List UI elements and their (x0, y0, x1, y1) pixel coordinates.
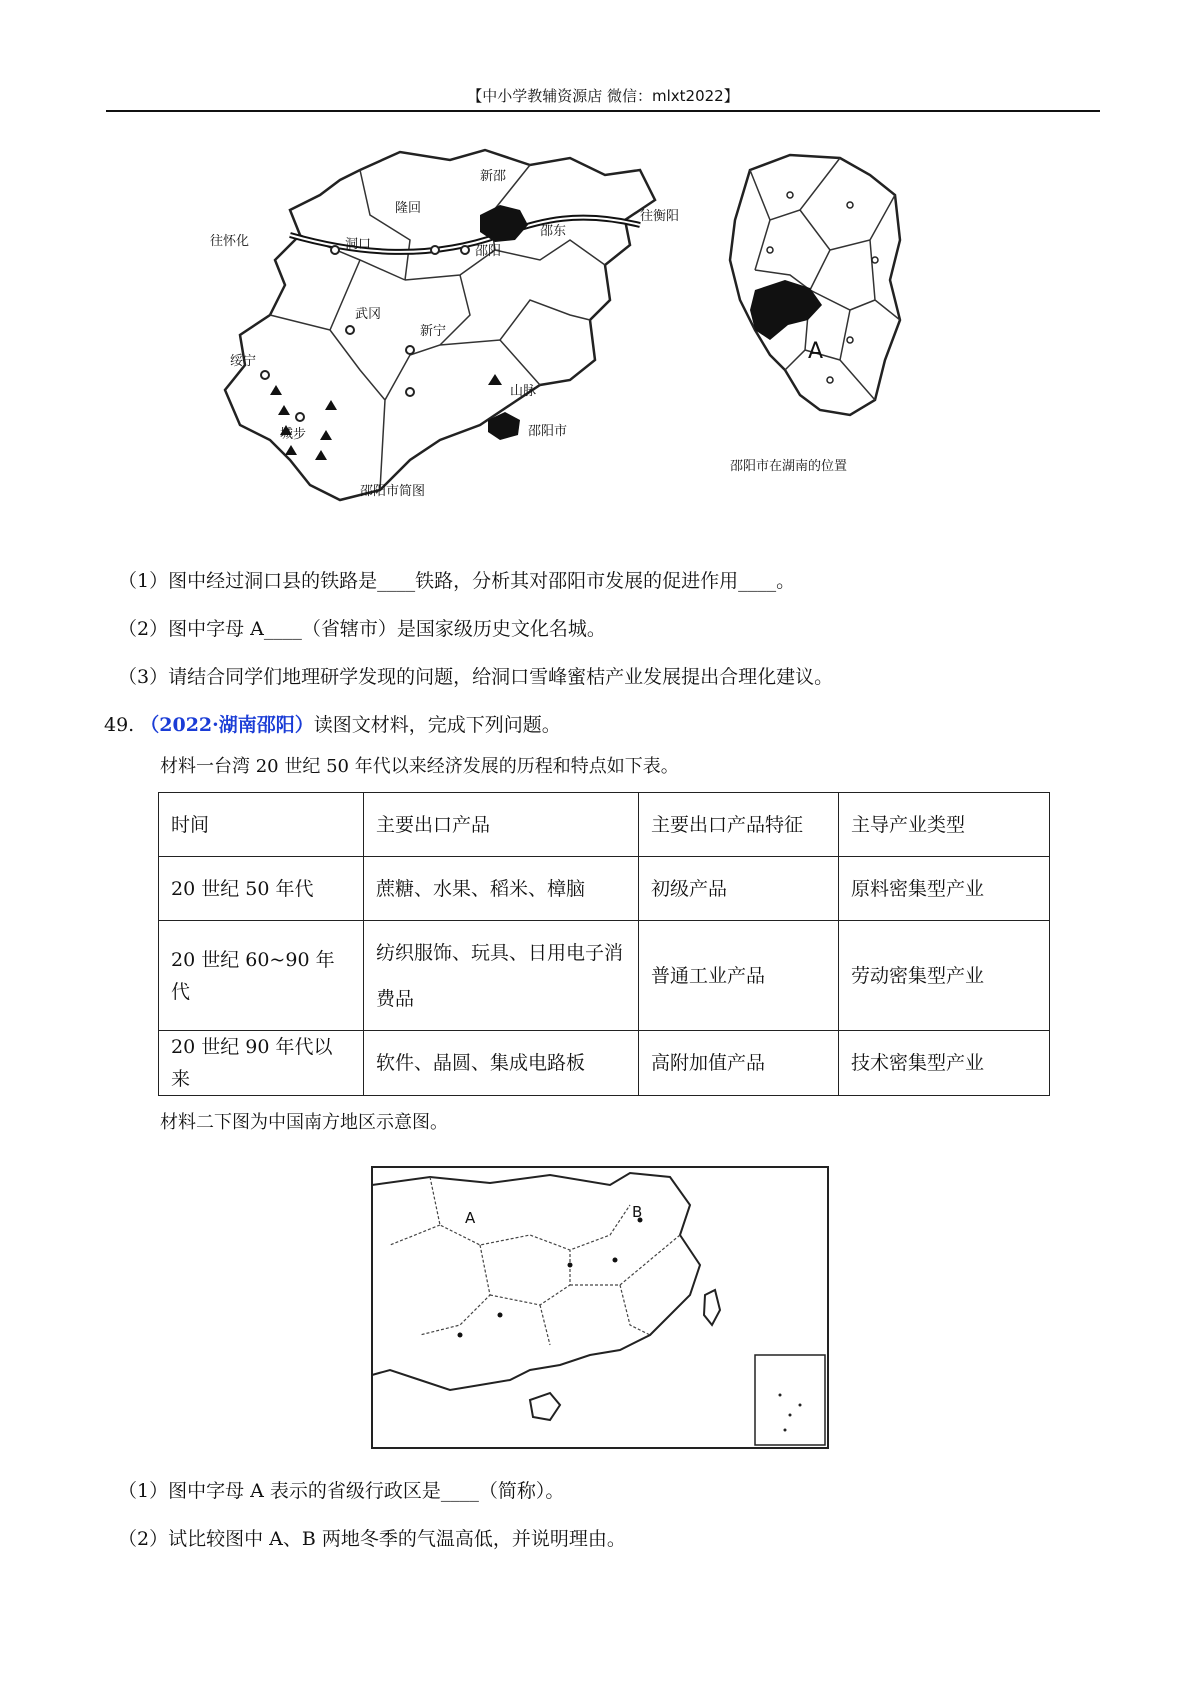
q48-part3: （3）请结合同学们地理研学发现的问题，给洞口雪峰蜜桔产业发展提出合理化建议。 (118, 666, 834, 688)
table-cell: 原料密集型产业 (839, 857, 1050, 921)
right-map-title: 邵阳市在湖南的位置 (730, 459, 848, 474)
taiwan-economy-table (158, 792, 1050, 1096)
table-cell: 技术密集型产业 (839, 1031, 1050, 1096)
map-label-b: B (632, 1203, 643, 1221)
label-suining: 绥宁 (230, 354, 257, 369)
q49-number: 49. (104, 714, 135, 736)
table-cell: 软件、晶圆、集成电路板 (364, 1031, 639, 1096)
legend-city-label: 邵阳市 (528, 424, 568, 439)
table-row (159, 1031, 1050, 1096)
label-shaodong: 邵东 (540, 224, 567, 239)
table-header-cell: 主要出口产品 (364, 793, 639, 857)
table-row (159, 857, 1050, 921)
south-sea-inset (755, 1355, 825, 1445)
table-header-row (159, 793, 1050, 857)
label-dongkou: 洞口 (345, 237, 372, 252)
table-cell: 20 世纪 60~90 年代 (159, 921, 364, 1031)
label-shaoyang-county: 邵阳 (475, 244, 502, 259)
table-header-cell: 时间 (159, 793, 364, 857)
shaoyang-maps-figure (210, 140, 990, 550)
material-two: 材料二下图为中国南方地区示意图。 (160, 1112, 448, 1133)
left-map-title: 邵阳市简图 (360, 484, 426, 499)
label-east-rail: 往衡阳 (640, 209, 680, 224)
label-xinshao: 新邵 (480, 169, 507, 184)
q48-part1: （1）图中经过洞口县的铁路是____铁路，分析其对邵阳市发展的促进作用____。 (118, 570, 796, 592)
table-cell: 高附加值产品 (639, 1031, 839, 1096)
label-longhui: 隆回 (395, 201, 422, 216)
table-header-cell: 主要出口产品特征 (639, 793, 839, 857)
q49-part1: （1）图中字母 A 表示的省级行政区是____（简称）。 (118, 1480, 565, 1502)
table-cell: 劳动密集型产业 (839, 921, 1050, 1031)
label-wugang: 武冈 (355, 307, 382, 322)
table-header-cell: 主导产业类型 (839, 793, 1050, 857)
table-cell: 普通工业产品 (639, 921, 839, 1031)
label-west-rail: 往怀化 (210, 234, 250, 249)
label-chengbu: 城步 (280, 427, 307, 442)
table-cell: 纺织服饰、玩具、日用电子消费品 (364, 921, 639, 1031)
q49-source: （2022·湖南邵阳） (140, 714, 314, 736)
label-xinning: 新宁 (420, 324, 447, 339)
page-header: 【中小学教辅资源店 微信：mlxt2022】 (106, 84, 1100, 112)
south-china-map (370, 1165, 830, 1450)
shaoyang-city-area (480, 205, 528, 242)
material-one: 材料一台湾 20 世纪 50 年代以来经济发展的历程和特点如下表。 (160, 756, 679, 777)
q48-part2: （2）图中字母 A____（省辖市）是国家级历史文化名城。 (118, 618, 606, 640)
table-cell: 蔗糖、水果、稻米、樟脑 (364, 857, 639, 921)
map-label-a: A (465, 1209, 476, 1227)
q49-heading (104, 712, 561, 738)
q49-part2: （2）试比较图中 A、B 两地冬季的气温高低，并说明理由。 (118, 1528, 626, 1550)
table-cell: 20 世纪 50 年代 (159, 857, 364, 921)
table-cell: 初级产品 (639, 857, 839, 921)
label-letter-a: A (808, 339, 824, 364)
q49-stem: 读图文材料，完成下列问题。 (313, 714, 561, 736)
table-cell: 20 世纪 90 年代以来 (159, 1031, 364, 1096)
table-row (159, 921, 1050, 1031)
legend-mountain-label: 山脉 (510, 384, 537, 399)
